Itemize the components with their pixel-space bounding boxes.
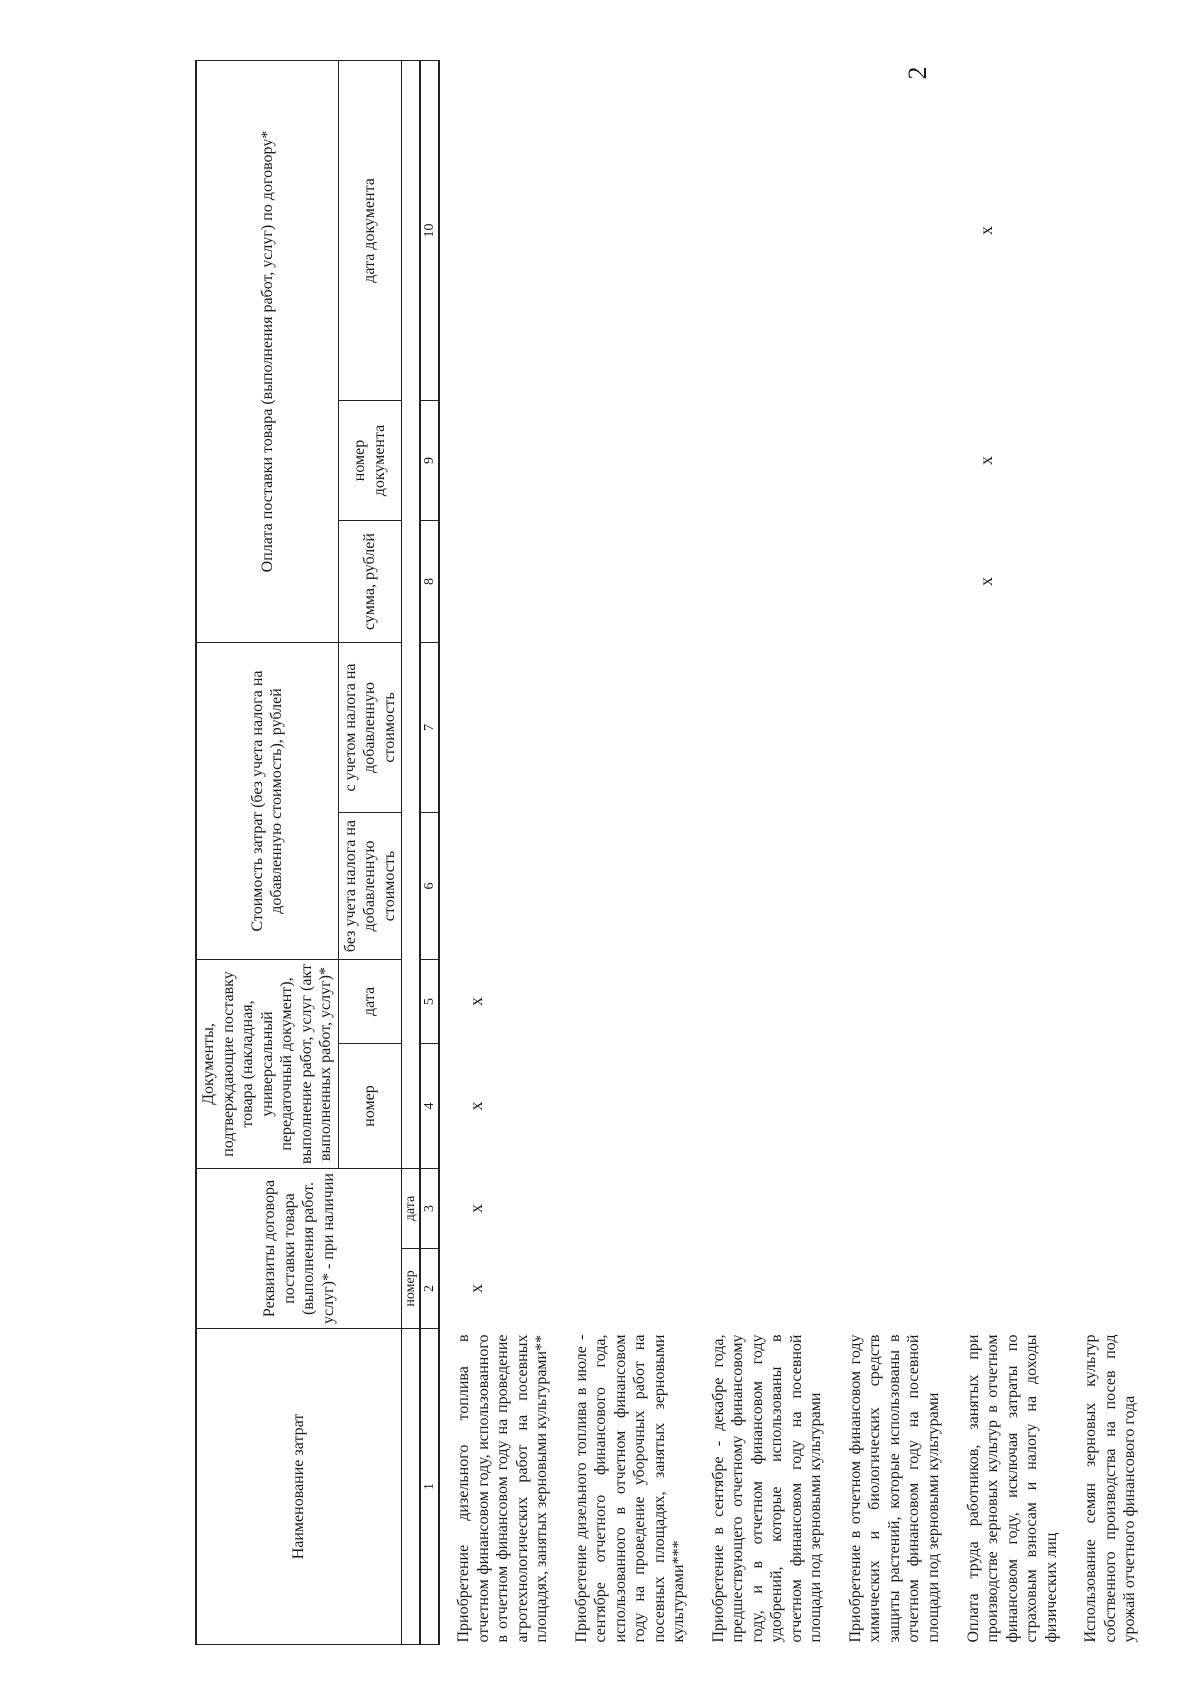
table-row	[439, 60, 558, 1644]
table-cell: х	[975, 455, 996, 465]
column-number-5: 5	[420, 960, 439, 1044]
header-supporting-documents: Документы, подтверждающие поставку товара (накладная, универсальный передаточный документ), выполнение работ, услуг (акт выполненных работ, услуг)*	[196, 960, 338, 1169]
table-cell	[950, 1044, 1068, 1169]
table-cell	[832, 1249, 950, 1329]
table-cell	[695, 960, 832, 1044]
table-cell	[1067, 813, 1146, 960]
column-number-8: 8	[420, 520, 439, 642]
table-cell	[950, 1249, 1068, 1329]
table-cell	[439, 400, 558, 520]
column-number-1: 1	[420, 1329, 439, 1645]
table-cell	[1067, 60, 1146, 400]
table-cell	[1067, 520, 1146, 642]
table-cell	[558, 1169, 695, 1249]
table-cell	[558, 1044, 695, 1169]
table-row	[832, 60, 950, 1644]
header-payment: Оплата поставки товара (выполнения работ, услуг) по договору*	[196, 60, 338, 642]
table-cell	[1067, 642, 1146, 812]
table-cell	[558, 1249, 695, 1329]
cost-name-cell: Использование семян зерновых культур собственного производства на посев под урожай отчетного финансового года	[1082, 1334, 1139, 1643]
table-cell	[558, 520, 695, 642]
table-cell	[1067, 1249, 1146, 1329]
table-cell	[950, 1169, 1068, 1249]
table-cell: х	[975, 225, 996, 235]
subheader-blank	[402, 1329, 421, 1645]
subheader-cost-with-vat: с учетом налога на добавленную стоимость	[338, 642, 402, 812]
table-row	[950, 60, 1068, 1644]
table-row	[695, 60, 832, 1644]
table-cell	[832, 960, 950, 1044]
column-number-4: 4	[420, 1044, 439, 1169]
header-cost: Стоимость затрат (без учета налога на добавленную стоимость), рублей	[196, 642, 338, 959]
table-cell	[439, 642, 558, 812]
rotated-table-area	[195, 61, 1199, 1645]
table-cell	[1067, 960, 1146, 1044]
page-number: 2	[903, 66, 932, 80]
table-cell: х	[975, 576, 996, 586]
table-row	[1067, 60, 1146, 1644]
header-contract-details: Реквизиты договора поставки товара (выполнения работ. услуг)* - при наличии	[196, 1169, 402, 1329]
column-number-7: 7	[420, 642, 439, 812]
table-cell	[695, 520, 832, 642]
subheader-cost-without-vat: без учета налога на добавленную стоимость	[338, 813, 402, 960]
table-cell	[832, 1044, 950, 1169]
table-cell	[1067, 400, 1146, 520]
cost-name-cell: Приобретение в отчетном финансовом году химических и биологических средств защиты растений, которые использованы в отчетном финансовом году на посевной площади под зерновыми культурами	[846, 1334, 942, 1643]
cost-name-cell: Приобретение дизельного топлива в июле - сентябре отчетного финансового года, использованного в отчетном финансовом году на проведение уборочных работ на посевных площадях, занятых зерновыми культурами***	[572, 1334, 688, 1643]
table-cell	[695, 1044, 832, 1169]
table-body	[439, 60, 1145, 1644]
cost-name-cell: Приобретение в сентябре - декабре года, предшествующего отчетному финансовому году, и в отчетном финансовом году удобрений, которые использованы в отчетном финансовом году на посевной площади под зерновыми культурами	[709, 1334, 825, 1643]
subheader-payment-doc-date: дата документа	[338, 60, 402, 400]
table-cell	[1067, 1169, 1146, 1249]
subheader-blank-span	[402, 60, 421, 1168]
column-number-6: 6	[420, 813, 439, 960]
table-cell: х	[466, 1204, 487, 1213]
table-cell	[558, 960, 695, 1044]
table-cell	[558, 642, 695, 812]
table-row	[558, 60, 695, 1644]
cost-name-cell: Оплата труда работников, занятых при производстве зерновых культур в отчетном финансовом году, исключая затраты по страховым взносам и налогу на доходы физических лиц	[964, 1334, 1060, 1643]
table-cell: х	[466, 1101, 487, 1111]
subheader-documents-date: дата	[338, 960, 402, 1044]
table-cell	[558, 400, 695, 520]
table-cell	[439, 813, 558, 960]
table-cell	[695, 1169, 832, 1249]
header-cost-name: Наименование затрат	[196, 1329, 402, 1645]
table-cell	[695, 60, 832, 400]
expense-table	[195, 60, 1146, 1645]
cost-name-cell: Приобретение дизельного топлива в отчетном финансовом году, использованного в отчетном финансовом году на проведение агротехнологических работ на посевных площадях, занятых зерновыми культурами**	[455, 1334, 551, 1643]
subheader-payment-sum: сумма, рублей	[338, 520, 402, 642]
table-cell: х	[466, 1284, 487, 1293]
table-cell	[832, 520, 950, 642]
table-cell	[832, 813, 950, 960]
table-cell	[832, 400, 950, 520]
table-cell	[950, 813, 1068, 960]
table-cell: х	[466, 997, 487, 1006]
table-cell	[950, 960, 1068, 1044]
column-number-10: 10	[420, 60, 439, 400]
table-cell	[558, 813, 695, 960]
table-cell	[950, 642, 1068, 812]
table-cell	[832, 60, 950, 400]
table-cell	[832, 1169, 950, 1249]
table-cell	[695, 400, 832, 520]
column-number-9: 9	[420, 400, 439, 520]
table-cell	[439, 520, 558, 642]
table-cell	[1067, 1044, 1146, 1169]
table-cell	[695, 813, 832, 960]
table-cell	[558, 60, 695, 400]
subheader-contract-date: дата	[402, 1169, 421, 1249]
subheader-contract-number: номер	[402, 1249, 421, 1329]
subheader-payment-doc-number: номер документа	[338, 400, 402, 520]
table-cell	[695, 642, 832, 812]
table-cell	[439, 60, 558, 400]
column-number-3: 3	[420, 1169, 439, 1249]
table-cell	[695, 1249, 832, 1329]
table-cell	[832, 642, 950, 812]
column-number-2: 2	[420, 1249, 439, 1329]
subheader-documents-number: номер	[338, 1044, 402, 1169]
